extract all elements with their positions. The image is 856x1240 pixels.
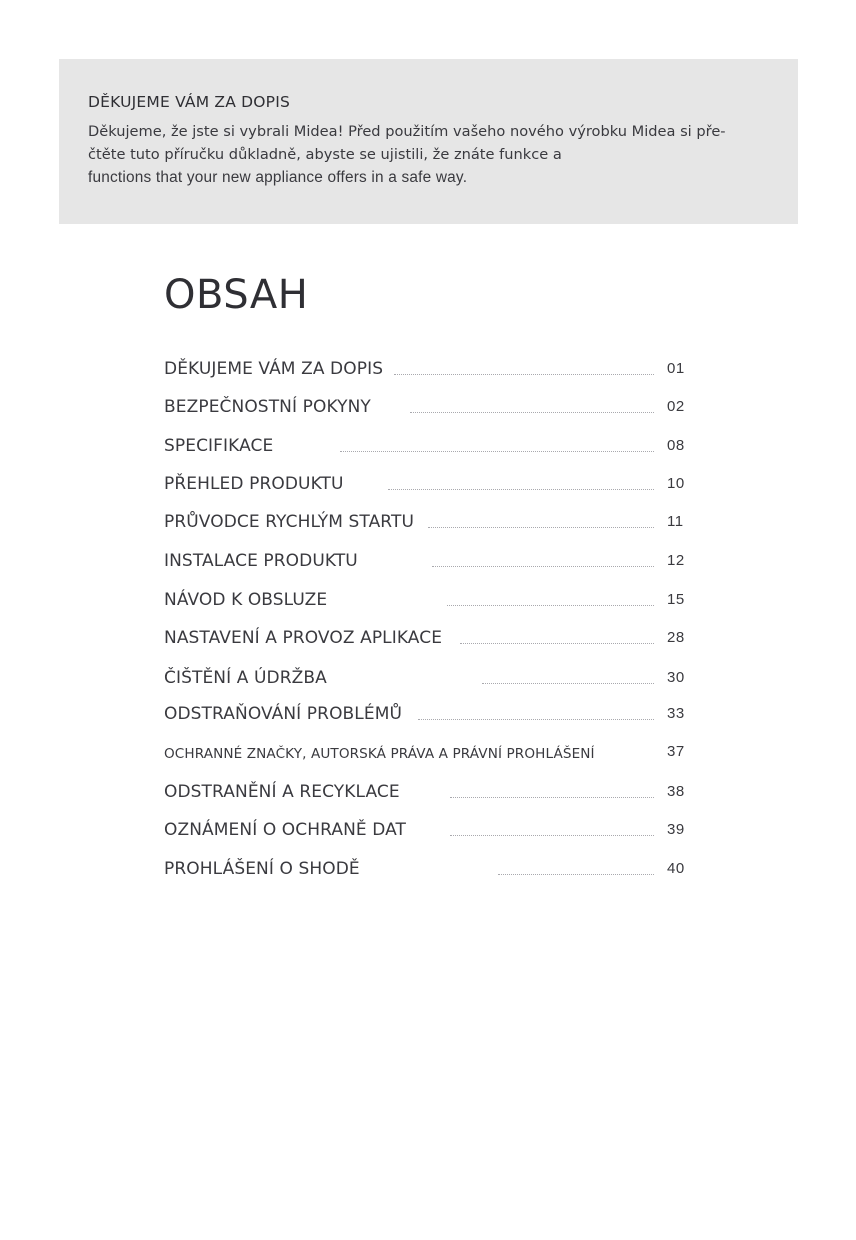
- toc-entry[interactable]: [164, 584, 704, 614]
- toc-entry-page: 11: [667, 513, 684, 530]
- toc-heading: OBSAH: [164, 272, 309, 318]
- table-of-contents: [164, 0, 704, 1240]
- toc-entry-page: 15: [667, 591, 685, 608]
- toc-entry-page: 08: [667, 437, 685, 454]
- toc-entry[interactable]: [164, 506, 704, 536]
- toc-leader-dots: [482, 683, 654, 684]
- toc-leader-dots: [498, 874, 654, 875]
- toc-leader-dots: [432, 566, 654, 567]
- toc-entry-page: 39: [667, 821, 685, 838]
- toc-entry-label: PŘEHLED PRODUKTU: [164, 474, 344, 494]
- toc-entry[interactable]: [164, 353, 704, 383]
- toc-entry[interactable]: [164, 736, 704, 766]
- toc-entry[interactable]: [164, 430, 704, 460]
- toc-leader-dots: [450, 797, 654, 798]
- toc-entry-label: OZNÁMENÍ O OCHRANĚ DAT: [164, 820, 407, 840]
- toc-entry[interactable]: [164, 698, 704, 728]
- toc-leader-dots: [447, 605, 654, 606]
- toc-entry[interactable]: [164, 391, 704, 421]
- toc-entry-label: PROHLÁŠENÍ O SHODĚ: [164, 859, 360, 879]
- toc-entry-page: 37: [667, 743, 685, 760]
- intro-text-line: čtěte tuto příručku důkladně, abyste se ujistili, že znáte funkce a: [88, 146, 562, 163]
- toc-leader-dots: [460, 643, 654, 644]
- toc-leader-dots: [418, 719, 654, 720]
- toc-entry-page: 28: [667, 629, 685, 646]
- toc-entry-label: ODSTRAŇOVÁNÍ PROBLÉMŮ: [164, 704, 403, 724]
- toc-entry-page: 30: [667, 669, 685, 686]
- toc-entry-page: 02: [667, 398, 685, 415]
- toc-entry[interactable]: [164, 776, 704, 806]
- toc-entry-label: OCHRANNÉ ZNAČKY, AUTORSKÁ PRÁVA A PRÁVNÍ PROHLÁŠENÍ: [164, 746, 595, 762]
- toc-entry-page: 38: [667, 783, 685, 800]
- intro-title: DĚKUJEME VÁM ZA DOPIS: [88, 93, 291, 111]
- toc-leader-dots: [340, 451, 654, 452]
- toc-entry-page: 40: [667, 860, 685, 877]
- toc-entry-page: 12: [667, 552, 685, 569]
- toc-leader-dots: [450, 835, 654, 836]
- toc-entry[interactable]: [164, 622, 704, 652]
- toc-entry-label: NASTAVENÍ A PROVOZ APLIKACE: [164, 628, 443, 648]
- toc-entry-label: INSTALACE PRODUKTU: [164, 551, 358, 571]
- toc-entry[interactable]: [164, 545, 704, 575]
- toc-entry-label: NÁVOD K OBSLUZE: [164, 590, 328, 610]
- toc-entry[interactable]: [164, 662, 704, 692]
- toc-leader-dots: [394, 374, 654, 375]
- toc-leader-dots: [428, 527, 654, 528]
- toc-entry-page: 01: [667, 360, 685, 377]
- toc-entry[interactable]: [164, 853, 704, 883]
- toc-leader-dots: [410, 412, 654, 413]
- toc-entry[interactable]: [164, 814, 704, 844]
- intro-text-line: Děkujeme, že jste si vybrali Midea! Před použitím vašeho nového výrobku Midea si pře-: [88, 123, 726, 140]
- toc-entry-label: PRŮVODCE RYCHLÝM STARTU: [164, 512, 415, 532]
- toc-entry-label: ČIŠTĚNÍ A ÚDRŽBA: [164, 668, 327, 688]
- toc-entry-label: BEZPEČNOSTNÍ POKYNY: [164, 397, 371, 417]
- toc-entry-label: ODSTRANĚNÍ A RECYKLACE: [164, 782, 400, 802]
- toc-entry-page: 10: [667, 475, 685, 492]
- toc-entry-page: 33: [667, 705, 685, 722]
- toc-entry-label: DĚKUJEME VÁM ZA DOPIS: [164, 359, 384, 379]
- toc-entry-label: SPECIFIKACE: [164, 436, 274, 456]
- intro-text-line: functions that your new appliance offers in a safe way.: [88, 169, 468, 186]
- toc-entry[interactable]: [164, 468, 704, 498]
- toc-leader-dots: [388, 489, 654, 490]
